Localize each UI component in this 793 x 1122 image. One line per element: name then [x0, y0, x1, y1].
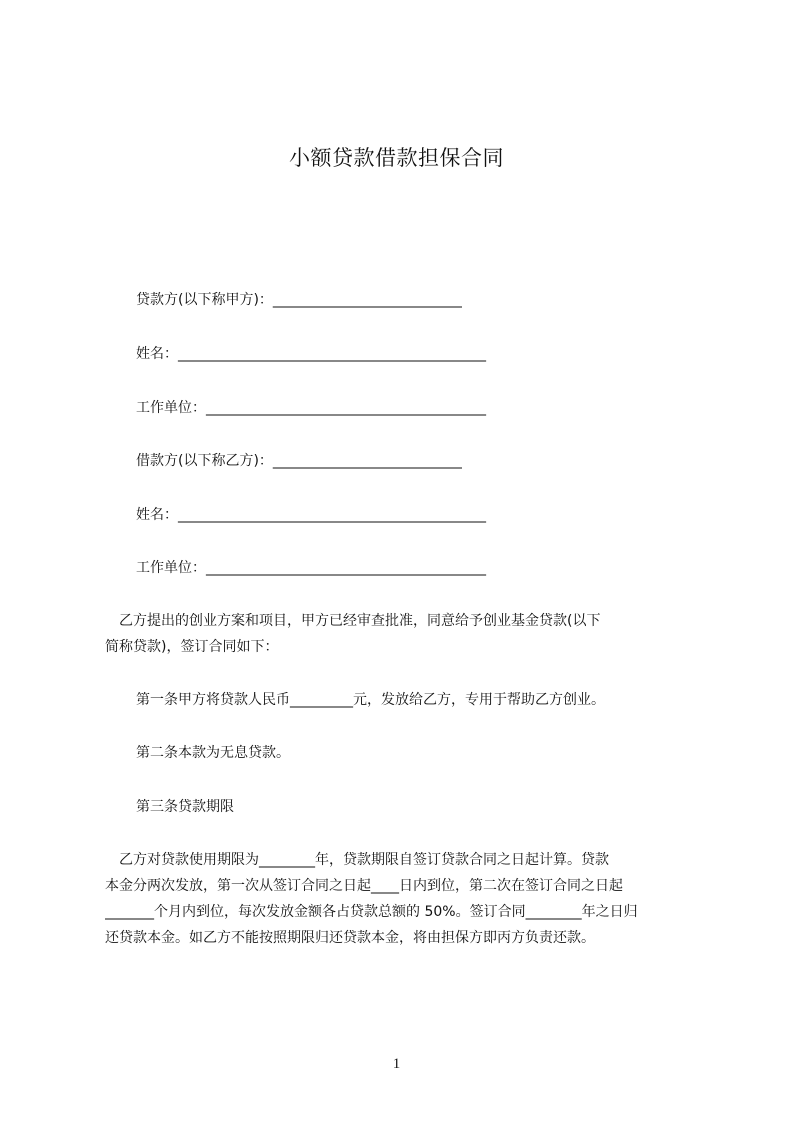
- article-3-heading: 第三条贷款期限: [136, 799, 234, 815]
- lender-field: 贷款方(以下称甲方)：___________________________: [136, 292, 462, 308]
- document-title: 小额贷款借款担保合同: [289, 146, 504, 170]
- page-number: 1: [392, 1056, 401, 1072]
- article-3-line: 还贷款本金。如乙方不能按照期限归还贷款本金，将由担保方即丙方负责还款。: [105, 930, 595, 946]
- borrower-name-field: 姓名：____________________________________________: [136, 507, 486, 523]
- intro-line: 乙方提出的创业方案和项目，甲方已经审查批准，同意给予创业基金贷款(以下: [105, 613, 601, 629]
- borrower-field: 借款方(以下称乙方)：___________________________: [136, 453, 462, 469]
- borrower-employer-field: 工作单位：________________________________________: [136, 560, 486, 576]
- article-2: 第二条本款为无息贷款。: [136, 745, 290, 761]
- intro-paragraph: [105, 608, 699, 660]
- article-3-line: 本金分两次发放，第一次从签订合同之日起____日内到位，第二次在签订合同之日起: [105, 878, 623, 894]
- article-1: 第一条甲方将贷款人民币_________元，发放给乙方，专用于帮助乙方创业。: [136, 692, 605, 708]
- intro-line: 简称贷款)，签订合同如下：: [105, 639, 279, 655]
- lender-name-field: 姓名：____________________________________________: [136, 346, 486, 362]
- article-3-line: _______个月内到位，每次发放金额各占贷款总额的 50%。签订合同________年之日归: [105, 904, 638, 920]
- lender-employer-field: 工作单位：________________________________________: [136, 400, 486, 416]
- article-3-line: 乙方对贷款使用期限为________年，贷款期限自签订贷款合同之日起计算。贷款: [105, 852, 609, 868]
- article-3-body: [105, 847, 699, 951]
